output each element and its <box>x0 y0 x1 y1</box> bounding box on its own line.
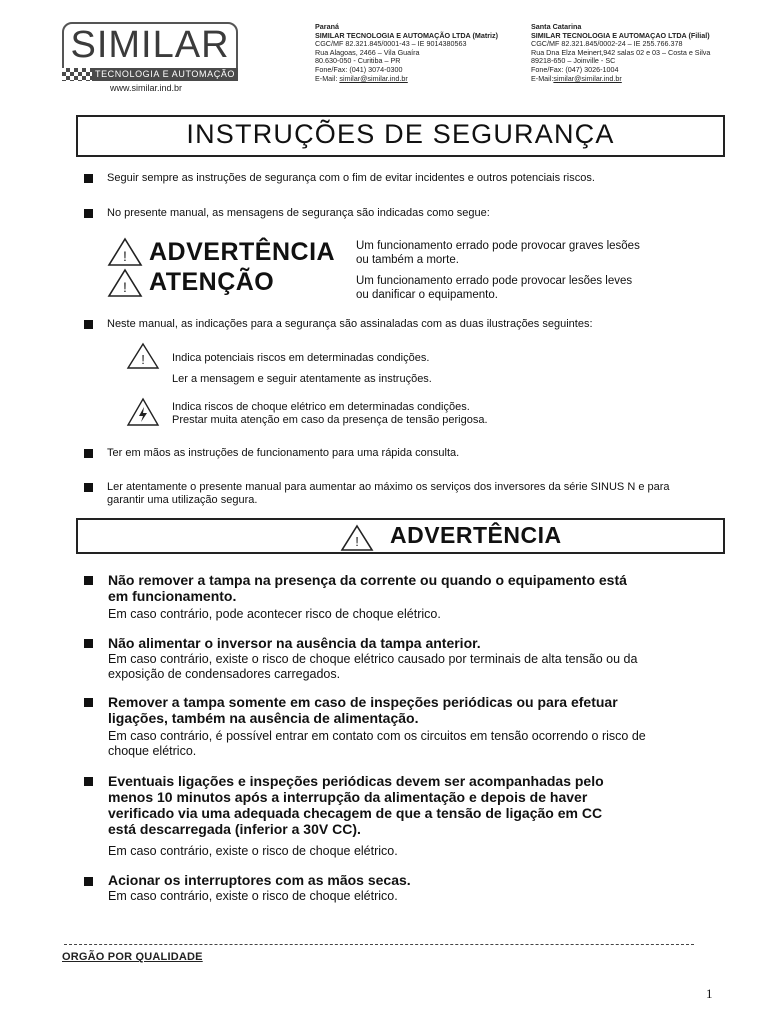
warning-body-line: choque elétrico. <box>108 744 197 758</box>
symbol-shock-line-1: Indica riscos de choque elétrico em determinadas condições. <box>172 401 470 413</box>
atencao-desc-line: Um funcionamento errado pode provocar lesões leves <box>356 275 633 287</box>
address-company: SIMILAR TECNOLOGIA E AUTOMAÇAO LTDA (Filial) <box>531 30 710 40</box>
warning-3-heading <box>108 694 618 726</box>
warning-section-title: ADVERTÊNCIA <box>390 522 562 548</box>
company-website: www.similar.ind.br <box>110 83 183 93</box>
symbol-general-line-1: Indica potenciais riscos em determinadas condições. <box>172 352 430 364</box>
logo-tagline: TECNOLOGIA E AUTOMAÇÃO <box>92 68 238 81</box>
address-city: 89218-650 – Joinville - SC <box>531 56 616 66</box>
atencao-desc-line: ou danificar o equipamento. <box>356 289 498 301</box>
logo-checker-pattern <box>62 68 92 81</box>
warning-body-line: Em caso contrário, existe o risco de choque elétrico. <box>108 844 398 858</box>
warning-heading-line: Não alimentar o inversor na ausência da tampa anterior. <box>108 635 481 651</box>
warning-1-heading <box>108 572 627 604</box>
bullet-icon <box>84 209 93 218</box>
electric-shock-triangle-icon <box>126 397 160 427</box>
footer-text: ORGÃO POR QUALIDADE <box>62 951 203 963</box>
warning-section-title-box <box>76 518 725 554</box>
advertencia-desc-line: Um funcionamento errado pode provocar graves lesões <box>356 240 640 252</box>
bullet-icon <box>84 320 93 329</box>
address-phone: Fone/Fax: (047) 3026-1004 <box>531 64 619 74</box>
address-santa-catarina <box>531 23 766 83</box>
intro-item-5-line: Ler atentamente o presente manual para aumentar ao máximo os serviços dos inversores da série SINUS N e para <box>107 481 670 493</box>
warning-body-line: Em caso contrário, existe o risco de choque elétrico causado por terminais de alta tensão ou da <box>108 652 638 666</box>
address-email-label: E-Mail: <box>531 73 554 83</box>
intro-item-2: No presente manual, as mensagens de segurança são indicadas como segue: <box>107 207 490 219</box>
address-street: Rua Dna Elza Meinert,942 salas 02 e 03 – Costa e Silva <box>531 47 711 57</box>
address-company: SIMILAR TECNOLOGIA E AUTOMAÇÃO LTDA (Matriz) <box>315 30 499 40</box>
warning-heading-line: menos 10 minutos após a interrupção da alimentação e depois de haver <box>108 789 588 805</box>
address-city: 80.630-050 - Curitiba – PR <box>315 56 401 66</box>
advertencia-desc-line: ou também a morte. <box>356 254 459 266</box>
address-cgc: CGC/MF 82.321.845/0001-43 – IE 9014380563 <box>315 39 467 49</box>
intro-item-5-line: garantir uma utilização segura. <box>107 494 258 506</box>
warning-3-body <box>108 729 646 759</box>
warning-body-line: Em caso contrário, existe o risco de choque elétrico. <box>108 889 398 903</box>
svg-text:!: ! <box>123 279 127 295</box>
address-email-link[interactable]: similar@similar.ind.br <box>553 73 622 83</box>
bullet-icon <box>84 449 93 458</box>
danger-triangle-icon <box>126 342 160 370</box>
address-email-label: E-Mail: <box>315 73 340 83</box>
advertencia-label: ADVERTÊNCIA <box>149 238 336 266</box>
symbol-shock-line-2: Prestar muita atenção em caso da presença de tensão perigosa. <box>172 414 488 426</box>
warning-heading-line: verificado via uma adequada checagem de que a tensão de ligação em CC <box>108 805 603 821</box>
symbol-general-line-2: Ler a mensagem e seguir atentamente as instruções. <box>172 373 432 385</box>
address-cgc: CGC/MF 82.321.845/0002-24 – IE 255.766.378 <box>531 39 683 49</box>
warning-body-line: exposição de condensadores carregados. <box>108 667 341 681</box>
address-state: Paraná <box>315 22 339 31</box>
bullet-icon <box>84 639 93 648</box>
warning-1-body <box>108 607 441 622</box>
intro-item-3: Neste manual, as indicações para a segurança são assinaladas com as duas ilustrações seguintes: <box>107 318 593 330</box>
warning-heading-line: Remover a tampa somente em caso de inspeções periódicas ou para efetuar <box>108 694 618 710</box>
caution-triangle-icon <box>107 268 143 298</box>
warning-2-heading <box>108 635 481 651</box>
intro-item-5 <box>107 481 670 507</box>
warning-heading-line: em funcionamento. <box>108 588 237 604</box>
page-title: INSTRUÇÕES DE SEGURANÇA <box>186 119 615 149</box>
intro-item-4: Ter em mãos as instruções de funcionamento para uma rápida consulta. <box>107 447 460 459</box>
warning-5-body <box>108 889 398 904</box>
address-email-link[interactable]: similar@similar.ind.br <box>339 73 408 83</box>
bullet-icon <box>84 777 93 786</box>
svg-text:!: ! <box>141 352 145 367</box>
page-number: 1 <box>706 986 713 1001</box>
advertencia-description <box>356 239 640 267</box>
warning-body-line: Em caso contrário, pode acontecer risco de choque elétrico. <box>108 607 441 621</box>
atencao-label: ATENÇÃO <box>149 268 275 296</box>
warning-heading-line: Não remover a tampa na presença da corrente ou quando o equipamento está <box>108 572 627 588</box>
footer-divider <box>64 944 694 945</box>
atencao-description <box>356 274 632 302</box>
warning-5-heading <box>108 872 411 888</box>
bullet-icon <box>84 483 93 492</box>
address-email-line <box>531 75 766 84</box>
address-email-line <box>315 75 530 84</box>
company-logo <box>62 22 238 84</box>
address-state: Santa Catarina <box>531 22 582 31</box>
svg-text:!: ! <box>123 248 127 264</box>
intro-item-1: Seguir sempre as instruções de segurança com o fim de evitar incidentes e outros potenciais riscos. <box>107 172 595 184</box>
warning-heading-line: Acionar os interruptores com as mãos secas. <box>108 872 411 888</box>
warning-heading-line: ligações, também na ausência de alimentação. <box>108 710 419 726</box>
page-title-box <box>76 115 725 157</box>
warning-heading-line: Eventuais ligações e inspeções periódicas devem ser acompanhadas pelo <box>108 773 604 789</box>
warning-4-body <box>108 844 398 859</box>
svg-text:!: ! <box>355 534 359 549</box>
address-street: Rua Alagoas, 2466 – Vila Guaíra <box>315 47 420 57</box>
warning-triangle-icon <box>107 237 143 267</box>
warning-triangle-icon <box>340 524 374 552</box>
warning-heading-line: está descarregada (inferior a 30V CC). <box>108 821 361 837</box>
warning-body-line: Em caso contrário, é possível entrar em contato com os circuitos em tensão ocorrendo o risco de <box>108 729 646 743</box>
bullet-icon <box>84 576 93 585</box>
address-parana <box>315 23 530 83</box>
bullet-icon <box>84 877 93 886</box>
warning-4-heading <box>108 773 604 837</box>
warning-2-body <box>108 652 637 682</box>
address-phone: Fone/Fax: (041) 3074-0300 <box>315 64 403 74</box>
bullet-icon <box>84 174 93 183</box>
logo-name: SIMILAR <box>70 24 230 66</box>
bullet-icon <box>84 698 93 707</box>
